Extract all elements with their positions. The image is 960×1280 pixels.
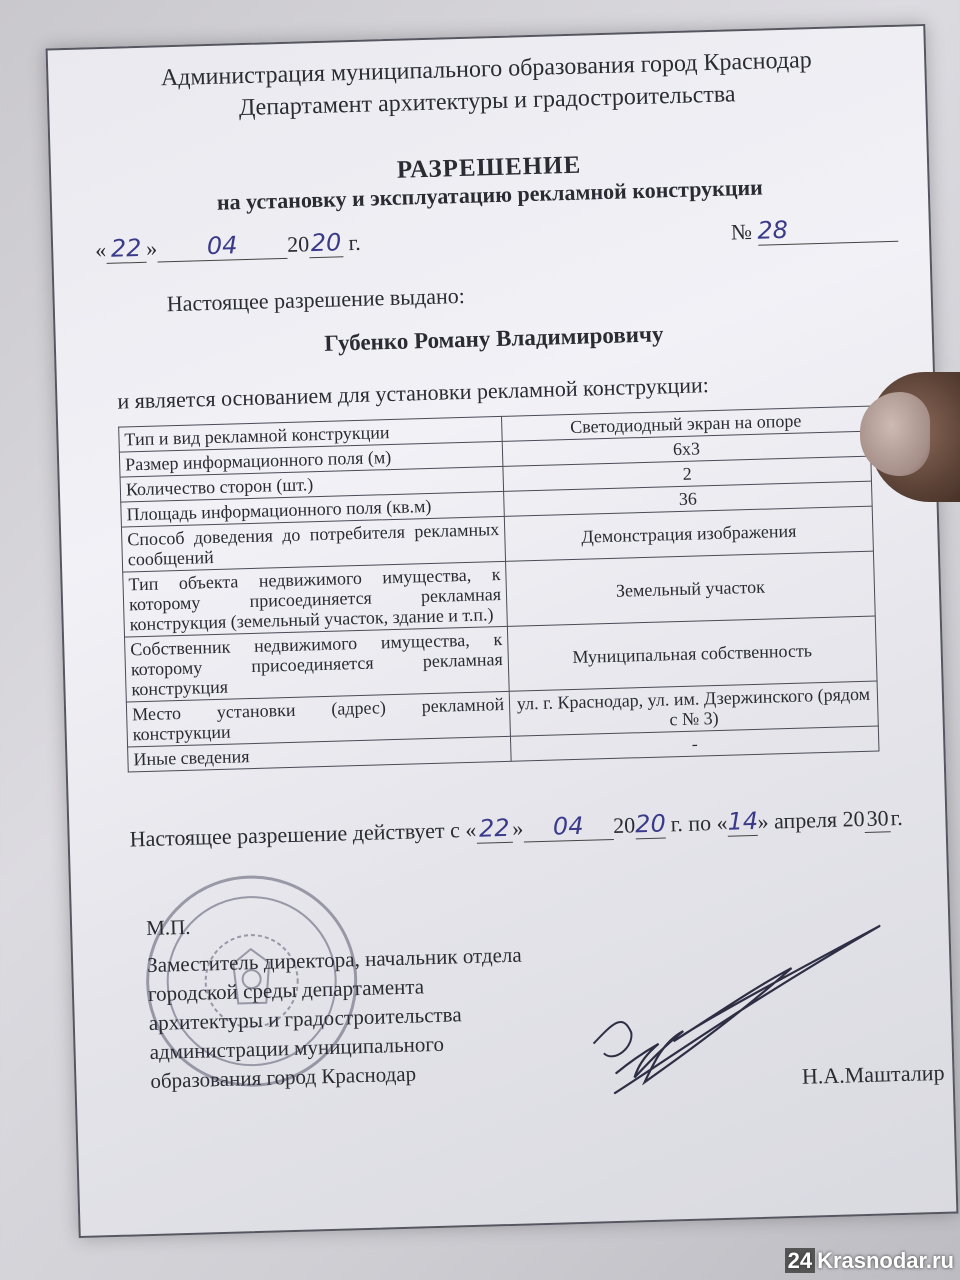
signer-name: Н.А.Машталир <box>801 1059 945 1089</box>
property-label: Количество сторон (шт.) <box>120 466 504 502</box>
properties-table <box>118 406 879 773</box>
property-label: Место установки (адрес) рекламной конструкции <box>126 691 510 747</box>
document-title: РАЗРЕШЕНИЕ <box>396 151 582 184</box>
property-label: Тип и вид рекламной конструкции <box>119 416 503 452</box>
valid-until-day: 14 <box>727 806 759 836</box>
header-department: Департамент архитектуры и градостроительства <box>238 81 736 122</box>
watermark-number: 24 <box>785 1248 815 1273</box>
property-value: Демонстрация изображения <box>504 506 873 561</box>
property-value: 6х3 <box>502 431 871 466</box>
property-label: Тип объекта недвижимого имущества, к которому присоединяется рекламная конструкция (земельный участок, здание и т.п.) <box>123 561 508 637</box>
property-value: Муниципальная собственность <box>507 616 877 691</box>
property-value: 36 <box>504 481 873 516</box>
header-administration: Администрация муниципального образования город Краснодар <box>160 47 813 92</box>
property-label: Площадь информационного поля (кв.м) <box>121 491 505 527</box>
basis-text: и является основанием для установки рекламной конструкции: <box>117 372 710 414</box>
property-value: Земельный участок <box>506 551 876 626</box>
permit-number: № 28 <box>731 213 898 247</box>
property-label: Собственник недвижимого имущества, к которому присоединяется рекламная конструкция <box>125 626 510 702</box>
issue-year: 20 <box>310 228 342 258</box>
property-value: ул. г. Краснодар, ул. им. Дзержинского (рядом с № 3) <box>509 681 878 736</box>
validity-line: Настоящее разрешение действует с «22» 04 2020 г. по «14» апреля 2030г. <box>129 804 903 852</box>
issue-date: « 22 » 04 2020 г. <box>94 228 361 263</box>
valid-from-year: 20 <box>634 809 667 839</box>
watermark-text: Krasnodar.ru <box>817 1248 954 1273</box>
issued-to-label: Настоящее разрешение выдано: <box>166 282 466 317</box>
thumbnail-nail <box>860 392 930 476</box>
signer-position: Заместитель директора, начальник отдела городской среды департамента архитектуры и градостроительства администрации муниципального образования город Краснодар <box>146 942 522 1093</box>
property-label: Иные сведения <box>128 736 512 772</box>
document-subtitle: на установку и эксплуатацию рекламной конструкции <box>216 174 764 215</box>
property-label: Размер информационного поля (м) <box>119 441 503 477</box>
property-value: - <box>510 726 879 761</box>
valid-from-month: 04 <box>523 811 614 843</box>
property-value: 2 <box>503 456 872 491</box>
valid-from-day: 22 <box>476 814 513 844</box>
issue-month: 04 <box>157 230 288 263</box>
seal-place-label: М.П. <box>145 914 191 941</box>
permit-document <box>46 24 959 1238</box>
permit-number-value: 28 <box>757 213 898 246</box>
recipient-name: Губенко Роману Владимировичу <box>323 321 664 356</box>
property-label: Способ доведения до потребителя рекламных сообщений <box>121 516 505 572</box>
valid-until-year: 30 <box>864 805 891 833</box>
issue-day: 22 <box>106 234 147 264</box>
property-value: Светодиодный экран на опоре <box>502 406 871 441</box>
site-watermark <box>785 1248 954 1274</box>
